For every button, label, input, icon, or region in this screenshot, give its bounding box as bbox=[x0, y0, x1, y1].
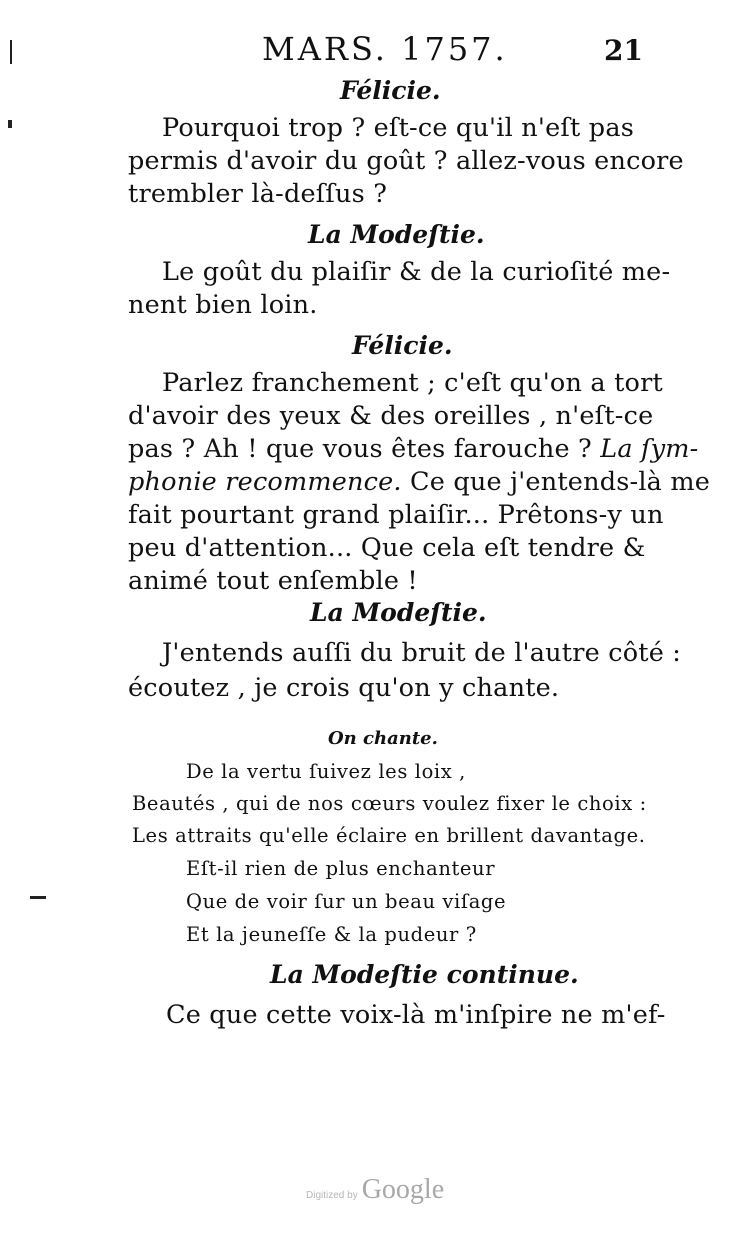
verse-line-1: De la vertu ſuivez les loix , bbox=[186, 760, 466, 783]
text-line-1: Pourquoi trop ? eſt-ce qu'il n'eſt pas bbox=[162, 113, 635, 143]
text-line-12: animé tout enſemble ! bbox=[128, 566, 418, 596]
text-line-8-roman: pas ? Ah ! que vous êtes farouche ? bbox=[128, 434, 601, 464]
text-line-8 bbox=[128, 434, 699, 464]
google-logo: Google bbox=[361, 1174, 445, 1205]
stage-direction-part-1: La ſym- bbox=[600, 434, 699, 464]
text-line-3: trembler là-deſſus ? bbox=[128, 179, 388, 209]
stage-direction-part-2: phonie recommence. bbox=[128, 467, 402, 497]
text-line-9-roman: Ce que j'entends-là me bbox=[401, 467, 711, 497]
verse-line-5: Que de voir ſur un beau viſage bbox=[186, 890, 507, 913]
text-line-9 bbox=[128, 467, 710, 497]
text-line-2: permis d'avoir du goût ? allez-vous encore bbox=[128, 146, 684, 176]
running-title: MARS. 1757. bbox=[262, 30, 508, 68]
text-line-14: écoutez , je crois qu'on y chante. bbox=[128, 673, 560, 703]
page-number: 21 bbox=[604, 34, 643, 67]
text-line-13: J'entends auſſi du bruit de l'autre côté : bbox=[162, 638, 682, 668]
speaker-felicie-1: Félicie. bbox=[340, 76, 441, 105]
text-line-6: Parlez franchement ; c'eſt qu'on a tort bbox=[162, 368, 663, 398]
scan-speck bbox=[8, 120, 12, 128]
speaker-modestie-2: La Modeſtie. bbox=[310, 598, 487, 627]
text-line-4: Le goût du plaiſir & de la curioſité me- bbox=[162, 257, 671, 287]
text-line-10: fait pourtant grand plaiſir... Prêtons-y un bbox=[128, 500, 664, 530]
speaker-modestie-continue: La Modeſtie continue. bbox=[270, 960, 579, 989]
verse-line-2: Beautés , qui de nos cœurs voulez fixer le choix : bbox=[132, 792, 647, 815]
text-line-5: nent bien loin. bbox=[128, 290, 318, 320]
scan-speck bbox=[30, 896, 46, 899]
watermark-prefix: Digitized by bbox=[306, 1190, 358, 1201]
text-line-7: d'avoir des yeux & des oreilles , n'eſt-ce bbox=[128, 401, 654, 431]
verse-line-3: Les attraits qu'elle éclaire en brillent davantage. bbox=[132, 824, 646, 847]
verse-line-4: Eſt-il rien de plus enchanteur bbox=[186, 857, 496, 880]
speaker-felicie-2: Félicie. bbox=[352, 331, 453, 360]
song-heading: On chante. bbox=[328, 728, 438, 749]
text-line-15: Ce que cette voix-là m'inſpire ne m'ef- bbox=[166, 1000, 666, 1030]
text-line-11: peu d'attention... Que cela eſt tendre & bbox=[128, 533, 646, 563]
digitization-watermark bbox=[306, 1174, 444, 1206]
verse-line-6: Et la jeuneſſe & la pudeur ? bbox=[186, 923, 477, 946]
scan-speck bbox=[10, 40, 12, 64]
speaker-modestie-1: La Modeſtie. bbox=[308, 220, 485, 249]
